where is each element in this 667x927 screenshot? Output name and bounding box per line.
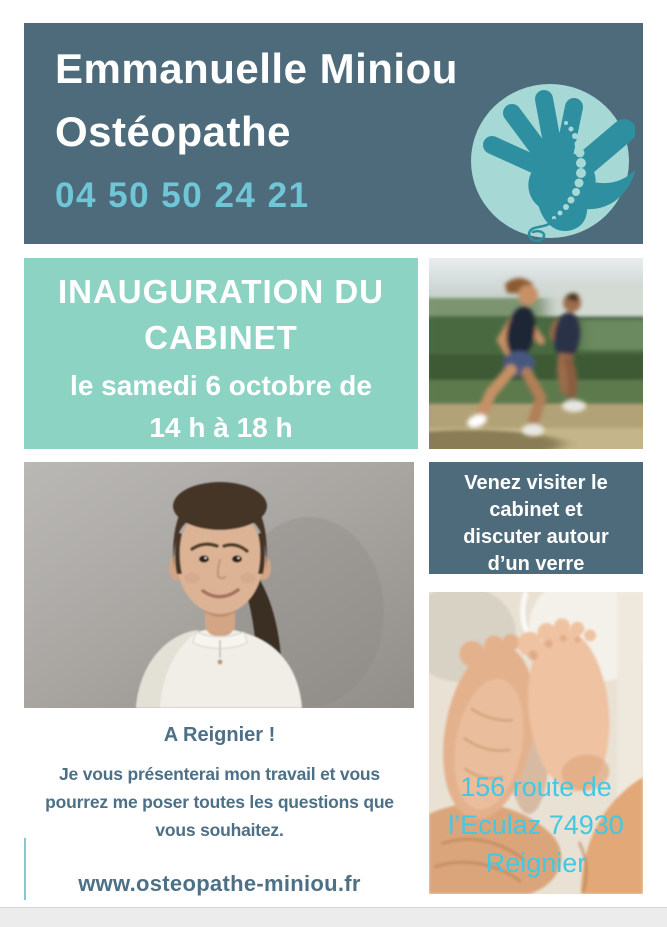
location-heading: A Reignier ! [163, 724, 276, 746]
decorative-vertical-line [24, 838, 26, 900]
inauguration-title-line-1: INAUGURATION DU [57, 273, 385, 310]
invite-box [429, 462, 643, 574]
message-body [24, 760, 415, 844]
message-body-line-3: vous souhaitez. [155, 820, 284, 840]
practitioner-portrait-photo [24, 462, 414, 708]
message-body-line-1: Je vous présenterai mon travail et vous [59, 764, 380, 784]
header-text [55, 37, 458, 216]
message-body-line-2: pourrez me poser toutes les questions que [45, 792, 394, 812]
address-line-3: Reignier [485, 848, 587, 878]
address-overlay [429, 768, 643, 882]
inauguration-title-line-2: CABINET [144, 319, 298, 356]
invite-line-4: d’un verre [487, 553, 585, 575]
runners-photo [429, 258, 643, 449]
inauguration-box [24, 258, 418, 449]
header-banner [24, 23, 643, 244]
name-line-2: Ostéopathe [55, 108, 292, 155]
inauguration-date [24, 365, 418, 449]
page-bottom-strip [0, 907, 667, 927]
name-line-1: Emmanuelle Miniou [55, 45, 458, 92]
hand-spine-logo-icon [470, 83, 635, 243]
message-block [24, 712, 415, 897]
inauguration-date-line-2: 14 h à 18 h [149, 412, 293, 443]
inauguration-date-line-1: le samedi 6 octobre de [70, 370, 372, 401]
invite-line-3: discuter autour [463, 526, 609, 548]
phone-number: 04 50 50 24 21 [55, 176, 310, 215]
invite-line-2: cabinet et [489, 499, 583, 521]
address-line-2: l’Eculaz 74930 [448, 810, 624, 840]
baby-feet-photo [429, 592, 643, 894]
invite-line-1: Venez visiter le [464, 472, 608, 494]
inauguration-title [24, 269, 418, 361]
address-line-1: 156 route de [460, 772, 612, 802]
website-url: www.osteopathe-miniou.fr [78, 871, 361, 896]
practitioner-name [55, 37, 458, 163]
